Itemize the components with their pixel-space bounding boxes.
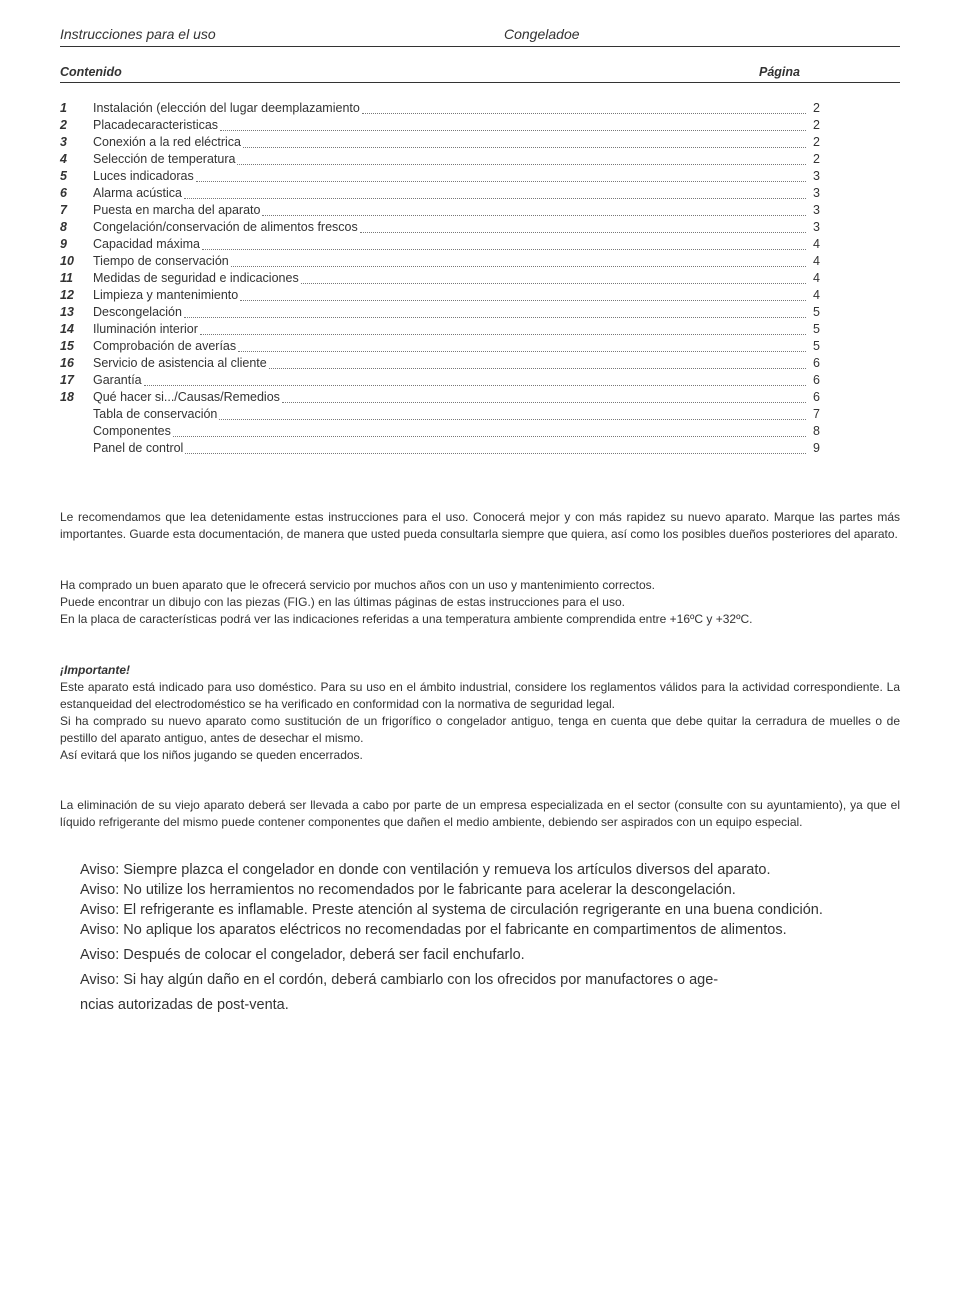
warning-line: Aviso: Después de colocar el congelador, deberá ser facil enchufarlo. [80, 947, 525, 963]
toc-title: Luces indicadoras [93, 169, 194, 183]
important-section [60, 662, 900, 764]
intro-line: Puede encontrar un dibujo con las piezas (FIG.) en las últimas páginas de estas instrucciones para el uso. [60, 595, 625, 609]
intro-line: Ha comprado un buen aparato que le ofrecerá servicio por muchos años con un uso y mantenimiento correctos. [60, 578, 655, 592]
toc-number: 18 [60, 390, 74, 404]
toc-page-number: 2 [813, 135, 820, 149]
toc-leader-dots [219, 418, 806, 420]
toc-page-number: 2 [813, 101, 820, 115]
header-title: Instrucciones para el uso [60, 26, 216, 42]
toc-page-number: 5 [813, 305, 820, 319]
toc-leader-dots [362, 112, 806, 114]
toc-row [60, 339, 820, 356]
toc-page-number: 3 [813, 203, 820, 217]
toc-title: Placadecaracteristicas [93, 118, 219, 132]
toc-title: Selección de temperatura [93, 152, 236, 166]
toc-page-number: 2 [813, 152, 820, 166]
toc-row [60, 271, 820, 288]
toc-leader-dots [202, 248, 806, 250]
toc-title: Comprobación de averías [93, 339, 237, 353]
toc-number: 4 [60, 152, 67, 166]
toc-page-number: 4 [813, 288, 820, 302]
toc-page-number: 3 [813, 220, 820, 234]
warning-line: ncias autorizadas de post-venta. [80, 997, 289, 1013]
toc-row [60, 288, 820, 305]
toc-leader-dots [184, 316, 806, 318]
intro-paragraph: Le recomendamos que lea detenidamente estas instrucciones para el uso. Conocerá mejor y con más rapidez su nuevo aparato. Marque las partes más importantes. Guarde esta documentación, de manera que usted pueda consultarla siempre que quiera, así como los posibles dueños posteriores del aparato. [60, 510, 900, 541]
warning-line: Aviso: No utilize los herramientos no recomendados por le fabricante para acelerar la descongelación. [80, 882, 736, 898]
toc-number: 10 [60, 254, 74, 268]
important-paragraph: Así evitará que los niños jugando se queden encerrados. [60, 748, 363, 762]
warning-line: Aviso: Siempre plazca el congelador en donde con ventilación y remueva los artículos diversos del aparato. [80, 862, 771, 878]
toc-number: 11 [60, 271, 73, 285]
toc-row [60, 390, 820, 407]
toc-row [60, 152, 820, 169]
toc-leader-dots [240, 299, 806, 301]
toc-page-number: 6 [813, 373, 820, 387]
toc-number: 13 [60, 305, 74, 319]
warning-line: Aviso: No aplique los aparatos eléctricos no recomendadas por el fabricante en compartimentos de alimentos. [80, 922, 787, 938]
toc-row [60, 135, 820, 152]
disposal-section [60, 797, 900, 831]
toc-number: 17 [60, 373, 74, 387]
toc-leader-dots [144, 384, 806, 386]
toc-leader-dots [185, 452, 806, 454]
toc-row [60, 424, 820, 441]
toc-row [60, 169, 820, 186]
toc-title: Limpieza y mantenimiento [93, 288, 239, 302]
toc-page-number: 6 [813, 356, 820, 370]
toc-leader-dots [238, 350, 806, 352]
toc-title: Conexión a la red eléctrica [93, 135, 241, 149]
toc-header [60, 65, 900, 83]
toc-leader-dots [200, 333, 806, 335]
toc-page-number: 7 [813, 407, 820, 421]
toc-title: Alarma acústica [93, 186, 182, 200]
toc-title: Tiempo de conservación [93, 254, 229, 268]
toc-number: 7 [60, 203, 67, 217]
toc-title: Medidas de seguridad e indicaciones [93, 271, 299, 285]
toc-page-number: 4 [813, 254, 820, 268]
toc-title: Garantía [93, 373, 142, 387]
toc-number: 5 [60, 169, 67, 183]
toc-number: 8 [60, 220, 67, 234]
warning-line: Aviso: El refrigerante es inflamable. Preste atención al systema de circulación regrigerante en una buena condición. [80, 902, 823, 918]
toc-row [60, 441, 820, 458]
toc-number: 1 [60, 101, 67, 115]
toc-number: 3 [60, 135, 67, 149]
toc-page-number: 3 [813, 186, 820, 200]
table-of-contents [60, 101, 820, 458]
toc-page-number: 4 [813, 271, 820, 285]
important-title: ¡Importante! [60, 663, 130, 677]
toc-leader-dots [282, 401, 806, 403]
toc-number: 14 [60, 322, 74, 336]
header-product: Congeladoe [504, 26, 580, 42]
intro-section-2 [60, 577, 900, 628]
toc-leader-dots [196, 180, 806, 182]
disposal-paragraph: La eliminación de su viejo aparato deberá ser llevada a cabo por parte de un empresa especializada en el sector (consulte con su ayuntamiento), ya que el líquido refrigerante del mismo puede contener componentes que dañen el medio ambiente, debiendo ser aspirados con un equipo especial. [60, 798, 900, 829]
toc-page-number: 4 [813, 237, 820, 251]
toc-row [60, 373, 820, 390]
warning-line: Aviso: Si hay algún daño en el cordón, deberá cambiarlo con los ofrecidos por manufactores o age- [80, 972, 719, 988]
toc-leader-dots [220, 129, 806, 131]
warnings-list [80, 860, 880, 1015]
page-header [60, 26, 900, 47]
toc-title: Puesta en marcha del aparato [93, 203, 261, 217]
toc-row [60, 237, 820, 254]
toc-leader-dots [231, 265, 806, 267]
toc-row [60, 407, 820, 424]
toc-leader-dots [360, 231, 806, 233]
toc-row [60, 254, 820, 271]
toc-row [60, 186, 820, 203]
toc-title: Tabla de conservación [93, 407, 218, 421]
toc-title: Qué hacer si.../Causas/Remedios [93, 390, 280, 404]
toc-title: Iluminación interior [93, 322, 198, 336]
toc-header-page: Página [759, 65, 800, 79]
toc-row [60, 305, 820, 322]
toc-title: Componentes [93, 424, 171, 438]
toc-page-number: 5 [813, 322, 820, 336]
toc-row [60, 322, 820, 339]
toc-row [60, 118, 820, 135]
toc-page-number: 8 [813, 424, 820, 438]
toc-page-number: 6 [813, 390, 820, 404]
toc-title: Servicio de asistencia al cliente [93, 356, 267, 370]
toc-page-number: 9 [813, 441, 820, 455]
toc-leader-dots [243, 146, 806, 148]
toc-title: Panel de control [93, 441, 184, 455]
important-paragraph: Si ha comprado su nuevo aparato como sustitución de un frigorífico o congelador antiguo, tenga en cuenta que debe quitar la cerradura de muelles o de pestillo del aparato antiguo, antes de desechar el mismo. [60, 714, 900, 745]
toc-header-contents: Contenido [60, 65, 122, 79]
toc-leader-dots [269, 367, 806, 369]
toc-title: Instalación (elección del lugar deemplazamiento [93, 101, 360, 115]
toc-number: 6 [60, 186, 67, 200]
toc-leader-dots [184, 197, 806, 199]
toc-row [60, 203, 820, 220]
toc-row [60, 356, 820, 373]
toc-number: 12 [60, 288, 74, 302]
toc-leader-dots [262, 214, 806, 216]
toc-page-number: 5 [813, 339, 820, 353]
toc-page-number: 2 [813, 118, 820, 132]
toc-title: Capacidad máxima [93, 237, 200, 251]
toc-title: Congelación/conservación de alimentos frescos [93, 220, 358, 234]
toc-row [60, 101, 820, 118]
important-paragraph: Este aparato está indicado para uso doméstico. Para su uso en el ámbito industrial, considere los reglamentos válidos para la actividad correspondiente. La estanqueidad del electrodoméstico se ha verificado en conformidad con la normativa de seguridad legal. [60, 680, 900, 711]
toc-number: 15 [60, 339, 74, 353]
toc-leader-dots [237, 163, 806, 165]
toc-number: 2 [60, 118, 67, 132]
toc-row [60, 220, 820, 237]
toc-leader-dots [301, 282, 806, 284]
toc-title: Descongelación [93, 305, 182, 319]
toc-number: 16 [60, 356, 74, 370]
toc-number: 9 [60, 237, 67, 251]
intro-line: En la placa de características podrá ver las indicaciones referidas a una temperatura ambiente comprendida entre +16ºC y +32ºC. [60, 612, 753, 626]
toc-page-number: 3 [813, 169, 820, 183]
toc-leader-dots [173, 435, 806, 437]
intro-section [60, 509, 900, 543]
